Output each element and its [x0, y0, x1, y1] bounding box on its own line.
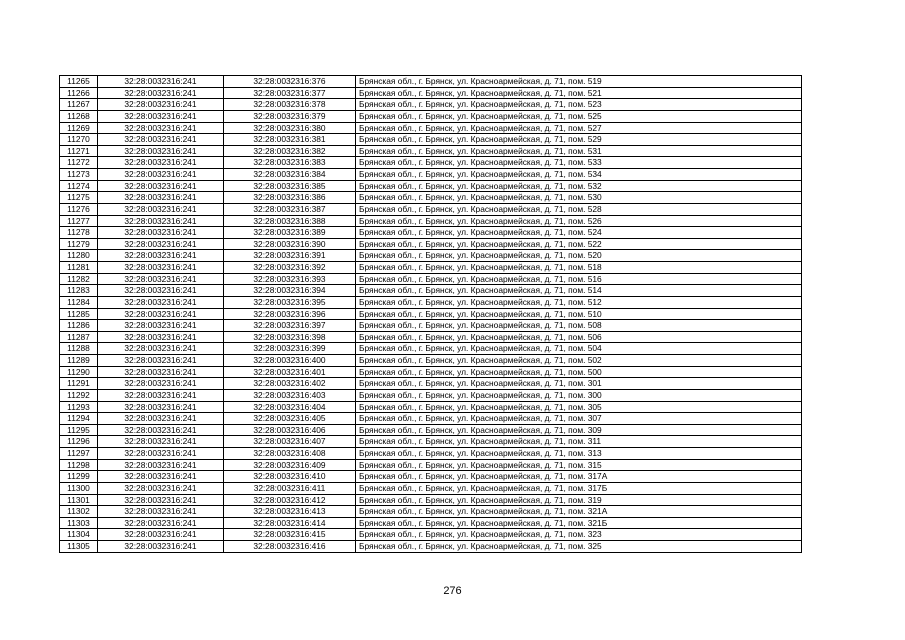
address-cell: Брянская обл., г. Брянск, ул. Красноармейская, д. 71, пом. 512 [356, 296, 802, 308]
parent-cadastral-cell: 32:28:0032316:241 [98, 227, 224, 239]
row-number-cell: 11270 [60, 134, 98, 146]
address-cell: Брянская обл., г. Брянск, ул. Красноармейская, д. 71, пом. 514 [356, 285, 802, 297]
parent-cadastral-cell: 32:28:0032316:241 [98, 238, 224, 250]
property-table [59, 75, 802, 553]
parent-cadastral-cell: 32:28:0032316:241 [98, 401, 224, 413]
address-cell: Брянская обл., г. Брянск, ул. Красноармейская, д. 71, пом. 319 [356, 494, 802, 506]
table-row [60, 541, 802, 553]
row-number-cell: 11289 [60, 355, 98, 367]
table-row [60, 506, 802, 518]
parent-cadastral-cell: 32:28:0032316:241 [98, 331, 224, 343]
parent-cadastral-cell: 32:28:0032316:241 [98, 285, 224, 297]
row-number-cell: 11294 [60, 413, 98, 425]
cadastral-number-cell: 32:28:0032316:403 [224, 389, 356, 401]
table-row [60, 389, 802, 401]
address-cell: Брянская обл., г. Брянск, ул. Красноармейская, д. 71, пом. 518 [356, 262, 802, 274]
address-cell: Брянская обл., г. Брянск, ул. Красноармейская, д. 71, пом. 313 [356, 448, 802, 460]
address-cell: Брянская обл., г. Брянск, ул. Красноармейская, д. 71, пом. 317Б [356, 482, 802, 494]
cadastral-number-cell: 32:28:0032316:384 [224, 169, 356, 181]
address-cell: Брянская обл., г. Брянск, ул. Красноармейская, д. 71, пом. 529 [356, 134, 802, 146]
cadastral-number-cell: 32:28:0032316:392 [224, 262, 356, 274]
cadastral-number-cell: 32:28:0032316:393 [224, 273, 356, 285]
table-row [60, 145, 802, 157]
table-row [60, 366, 802, 378]
parent-cadastral-cell: 32:28:0032316:241 [98, 413, 224, 425]
cadastral-number-cell: 32:28:0032316:390 [224, 238, 356, 250]
parent-cadastral-cell: 32:28:0032316:241 [98, 529, 224, 541]
parent-cadastral-cell: 32:28:0032316:241 [98, 494, 224, 506]
table-row [60, 99, 802, 111]
parent-cadastral-cell: 32:28:0032316:241 [98, 296, 224, 308]
address-cell: Брянская обл., г. Брянск, ул. Красноармейская, д. 71, пом. 524 [356, 227, 802, 239]
address-cell: Брянская обл., г. Брянск, ул. Красноармейская, д. 71, пом. 528 [356, 203, 802, 215]
table-row [60, 273, 802, 285]
address-cell: Брянская обл., г. Брянск, ул. Красноармейская, д. 71, пом. 532 [356, 180, 802, 192]
row-number-cell: 11265 [60, 76, 98, 88]
cadastral-number-cell: 32:28:0032316:405 [224, 413, 356, 425]
cadastral-number-cell: 32:28:0032316:411 [224, 482, 356, 494]
row-number-cell: 11300 [60, 482, 98, 494]
row-number-cell: 11299 [60, 471, 98, 483]
table-row [60, 459, 802, 471]
cadastral-number-cell: 32:28:0032316:400 [224, 355, 356, 367]
table-row [60, 238, 802, 250]
row-number-cell: 11286 [60, 320, 98, 332]
address-cell: Брянская обл., г. Брянск, ул. Красноармейская, д. 71, пом. 531 [356, 145, 802, 157]
address-cell: Брянская обл., г. Брянск, ул. Красноармейская, д. 71, пом. 510 [356, 308, 802, 320]
table-row [60, 203, 802, 215]
table-row [60, 180, 802, 192]
table-row [60, 413, 802, 425]
row-number-cell: 11303 [60, 517, 98, 529]
address-cell: Брянская обл., г. Брянск, ул. Красноармейская, д. 71, пом. 533 [356, 157, 802, 169]
address-cell: Брянская обл., г. Брянск, ул. Красноармейская, д. 71, пом. 525 [356, 110, 802, 122]
table-row [60, 343, 802, 355]
cadastral-number-cell: 32:28:0032316:380 [224, 122, 356, 134]
table-row [60, 134, 802, 146]
table-row [60, 215, 802, 227]
row-number-cell: 11282 [60, 273, 98, 285]
cadastral-number-cell: 32:28:0032316:381 [224, 134, 356, 146]
parent-cadastral-cell: 32:28:0032316:241 [98, 110, 224, 122]
row-number-cell: 11292 [60, 389, 98, 401]
row-number-cell: 11293 [60, 401, 98, 413]
cadastral-number-cell: 32:28:0032316:378 [224, 99, 356, 111]
cadastral-number-cell: 32:28:0032316:396 [224, 308, 356, 320]
table-row [60, 250, 802, 262]
parent-cadastral-cell: 32:28:0032316:241 [98, 250, 224, 262]
address-cell: Брянская обл., г. Брянск, ул. Красноармейская, д. 71, пом. 309 [356, 424, 802, 436]
cadastral-number-cell: 32:28:0032316:416 [224, 541, 356, 553]
cadastral-number-cell: 32:28:0032316:404 [224, 401, 356, 413]
cadastral-number-cell: 32:28:0032316:408 [224, 448, 356, 460]
table-row [60, 169, 802, 181]
cadastral-number-cell: 32:28:0032316:409 [224, 459, 356, 471]
address-cell: Брянская обл., г. Брянск, ул. Красноармейская, д. 71, пом. 317А [356, 471, 802, 483]
table-row [60, 157, 802, 169]
cadastral-number-cell: 32:28:0032316:412 [224, 494, 356, 506]
parent-cadastral-cell: 32:28:0032316:241 [98, 308, 224, 320]
parent-cadastral-cell: 32:28:0032316:241 [98, 482, 224, 494]
parent-cadastral-cell: 32:28:0032316:241 [98, 448, 224, 460]
address-cell: Брянская обл., г. Брянск, ул. Красноармейская, д. 71, пом. 523 [356, 99, 802, 111]
table-row [60, 471, 802, 483]
parent-cadastral-cell: 32:28:0032316:241 [98, 424, 224, 436]
address-cell: Брянская обл., г. Брянск, ул. Красноармейская, д. 71, пом. 311 [356, 436, 802, 448]
cadastral-number-cell: 32:28:0032316:399 [224, 343, 356, 355]
row-number-cell: 11283 [60, 285, 98, 297]
cadastral-number-cell: 32:28:0032316:382 [224, 145, 356, 157]
parent-cadastral-cell: 32:28:0032316:241 [98, 215, 224, 227]
parent-cadastral-cell: 32:28:0032316:241 [98, 471, 224, 483]
table-row [60, 436, 802, 448]
row-number-cell: 11279 [60, 238, 98, 250]
cadastral-number-cell: 32:28:0032316:407 [224, 436, 356, 448]
parent-cadastral-cell: 32:28:0032316:241 [98, 378, 224, 390]
row-number-cell: 11267 [60, 99, 98, 111]
parent-cadastral-cell: 32:28:0032316:241 [98, 134, 224, 146]
address-cell: Брянская обл., г. Брянск, ул. Красноармейская, д. 71, пом. 307 [356, 413, 802, 425]
row-number-cell: 11284 [60, 296, 98, 308]
table-row [60, 482, 802, 494]
table-row [60, 262, 802, 274]
cadastral-number-cell: 32:28:0032316:377 [224, 87, 356, 99]
parent-cadastral-cell: 32:28:0032316:241 [98, 273, 224, 285]
table-row [60, 308, 802, 320]
cadastral-number-cell: 32:28:0032316:376 [224, 76, 356, 88]
table-row [60, 285, 802, 297]
address-cell: Брянская обл., г. Брянск, ул. Красноармейская, д. 71, пом. 534 [356, 169, 802, 181]
row-number-cell: 11302 [60, 506, 98, 518]
row-number-cell: 11304 [60, 529, 98, 541]
row-number-cell: 11295 [60, 424, 98, 436]
cadastral-number-cell: 32:28:0032316:387 [224, 203, 356, 215]
address-cell: Брянская обл., г. Брянск, ул. Красноармейская, д. 71, пом. 516 [356, 273, 802, 285]
row-number-cell: 11297 [60, 448, 98, 460]
address-cell: Брянская обл., г. Брянск, ул. Красноармейская, д. 71, пом. 502 [356, 355, 802, 367]
row-number-cell: 11298 [60, 459, 98, 471]
table-row [60, 122, 802, 134]
row-number-cell: 11305 [60, 541, 98, 553]
address-cell: Брянская обл., г. Брянск, ул. Красноармейская, д. 71, пом. 321Б [356, 517, 802, 529]
address-cell: Брянская обл., г. Брянск, ул. Красноармейская, д. 71, пом. 315 [356, 459, 802, 471]
table-row [60, 494, 802, 506]
parent-cadastral-cell: 32:28:0032316:241 [98, 320, 224, 332]
address-cell: Брянская обл., г. Брянск, ул. Красноармейская, д. 71, пом. 521 [356, 87, 802, 99]
cadastral-number-cell: 32:28:0032316:379 [224, 110, 356, 122]
cadastral-number-cell: 32:28:0032316:395 [224, 296, 356, 308]
parent-cadastral-cell: 32:28:0032316:241 [98, 366, 224, 378]
parent-cadastral-cell: 32:28:0032316:241 [98, 145, 224, 157]
table-row [60, 320, 802, 332]
row-number-cell: 11275 [60, 192, 98, 204]
parent-cadastral-cell: 32:28:0032316:241 [98, 203, 224, 215]
table-row [60, 378, 802, 390]
table-row [60, 192, 802, 204]
address-cell: Брянская обл., г. Брянск, ул. Красноармейская, д. 71, пом. 527 [356, 122, 802, 134]
row-number-cell: 11268 [60, 110, 98, 122]
row-number-cell: 11277 [60, 215, 98, 227]
table-row [60, 448, 802, 460]
cadastral-number-cell: 32:28:0032316:415 [224, 529, 356, 541]
cadastral-number-cell: 32:28:0032316:397 [224, 320, 356, 332]
table-row [60, 331, 802, 343]
cadastral-number-cell: 32:28:0032316:406 [224, 424, 356, 436]
parent-cadastral-cell: 32:28:0032316:241 [98, 436, 224, 448]
parent-cadastral-cell: 32:28:0032316:241 [98, 180, 224, 192]
parent-cadastral-cell: 32:28:0032316:241 [98, 343, 224, 355]
parent-cadastral-cell: 32:28:0032316:241 [98, 517, 224, 529]
cadastral-number-cell: 32:28:0032316:413 [224, 506, 356, 518]
address-cell: Брянская обл., г. Брянск, ул. Красноармейская, д. 71, пом. 519 [356, 76, 802, 88]
cadastral-number-cell: 32:28:0032316:391 [224, 250, 356, 262]
parent-cadastral-cell: 32:28:0032316:241 [98, 157, 224, 169]
parent-cadastral-cell: 32:28:0032316:241 [98, 76, 224, 88]
row-number-cell: 11291 [60, 378, 98, 390]
table-row [60, 355, 802, 367]
parent-cadastral-cell: 32:28:0032316:241 [98, 506, 224, 518]
table-row [60, 296, 802, 308]
row-number-cell: 11288 [60, 343, 98, 355]
address-cell: Брянская обл., г. Брянск, ул. Красноармейская, д. 71, пом. 323 [356, 529, 802, 541]
cadastral-number-cell: 32:28:0032316:402 [224, 378, 356, 390]
cadastral-number-cell: 32:28:0032316:401 [224, 366, 356, 378]
address-cell: Брянская обл., г. Брянск, ул. Красноармейская, д. 71, пом. 508 [356, 320, 802, 332]
row-number-cell: 11271 [60, 145, 98, 157]
address-cell: Брянская обл., г. Брянск, ул. Красноармейская, д. 71, пом. 301 [356, 378, 802, 390]
page-number: 276 [443, 585, 462, 597]
row-number-cell: 11281 [60, 262, 98, 274]
cadastral-number-cell: 32:28:0032316:385 [224, 180, 356, 192]
cadastral-number-cell: 32:28:0032316:383 [224, 157, 356, 169]
address-cell: Брянская обл., г. Брянск, ул. Красноармейская, д. 71, пом. 506 [356, 331, 802, 343]
table-body [60, 76, 802, 553]
row-number-cell: 11276 [60, 203, 98, 215]
row-number-cell: 11280 [60, 250, 98, 262]
row-number-cell: 11290 [60, 366, 98, 378]
table-row [60, 529, 802, 541]
address-cell: Брянская обл., г. Брянск, ул. Красноармейская, д. 71, пом. 504 [356, 343, 802, 355]
table-row [60, 424, 802, 436]
parent-cadastral-cell: 32:28:0032316:241 [98, 122, 224, 134]
address-cell: Брянская обл., г. Брянск, ул. Красноармейская, д. 71, пом. 305 [356, 401, 802, 413]
table-row [60, 517, 802, 529]
parent-cadastral-cell: 32:28:0032316:241 [98, 99, 224, 111]
table-row [60, 87, 802, 99]
row-number-cell: 11266 [60, 87, 98, 99]
row-number-cell: 11296 [60, 436, 98, 448]
table-row [60, 227, 802, 239]
cadastral-number-cell: 32:28:0032316:394 [224, 285, 356, 297]
row-number-cell: 11274 [60, 180, 98, 192]
parent-cadastral-cell: 32:28:0032316:241 [98, 389, 224, 401]
row-number-cell: 11273 [60, 169, 98, 181]
row-number-cell: 11272 [60, 157, 98, 169]
parent-cadastral-cell: 32:28:0032316:241 [98, 355, 224, 367]
cadastral-number-cell: 32:28:0032316:389 [224, 227, 356, 239]
parent-cadastral-cell: 32:28:0032316:241 [98, 541, 224, 553]
row-number-cell: 11278 [60, 227, 98, 239]
address-cell: Брянская обл., г. Брянск, ул. Красноармейская, д. 71, пом. 520 [356, 250, 802, 262]
cadastral-number-cell: 32:28:0032316:388 [224, 215, 356, 227]
table-row [60, 110, 802, 122]
cadastral-number-cell: 32:28:0032316:398 [224, 331, 356, 343]
row-number-cell: 11285 [60, 308, 98, 320]
parent-cadastral-cell: 32:28:0032316:241 [98, 459, 224, 471]
address-cell: Брянская обл., г. Брянск, ул. Красноармейская, д. 71, пом. 500 [356, 366, 802, 378]
table-row [60, 401, 802, 413]
cadastral-number-cell: 32:28:0032316:414 [224, 517, 356, 529]
address-cell: Брянская обл., г. Брянск, ул. Красноармейская, д. 71, пом. 526 [356, 215, 802, 227]
table-row [60, 76, 802, 88]
parent-cadastral-cell: 32:28:0032316:241 [98, 192, 224, 204]
address-cell: Брянская обл., г. Брянск, ул. Красноармейская, д. 71, пом. 300 [356, 389, 802, 401]
cadastral-number-cell: 32:28:0032316:386 [224, 192, 356, 204]
parent-cadastral-cell: 32:28:0032316:241 [98, 87, 224, 99]
row-number-cell: 11269 [60, 122, 98, 134]
address-cell: Брянская обл., г. Брянск, ул. Красноармейская, д. 71, пом. 321А [356, 506, 802, 518]
parent-cadastral-cell: 32:28:0032316:241 [98, 169, 224, 181]
row-number-cell: 11301 [60, 494, 98, 506]
address-cell: Брянская обл., г. Брянск, ул. Красноармейская, д. 71, пом. 325 [356, 541, 802, 553]
address-cell: Брянская обл., г. Брянск, ул. Красноармейская, д. 71, пом. 530 [356, 192, 802, 204]
row-number-cell: 11287 [60, 331, 98, 343]
address-cell: Брянская обл., г. Брянск, ул. Красноармейская, д. 71, пом. 522 [356, 238, 802, 250]
parent-cadastral-cell: 32:28:0032316:241 [98, 262, 224, 274]
cadastral-number-cell: 32:28:0032316:410 [224, 471, 356, 483]
